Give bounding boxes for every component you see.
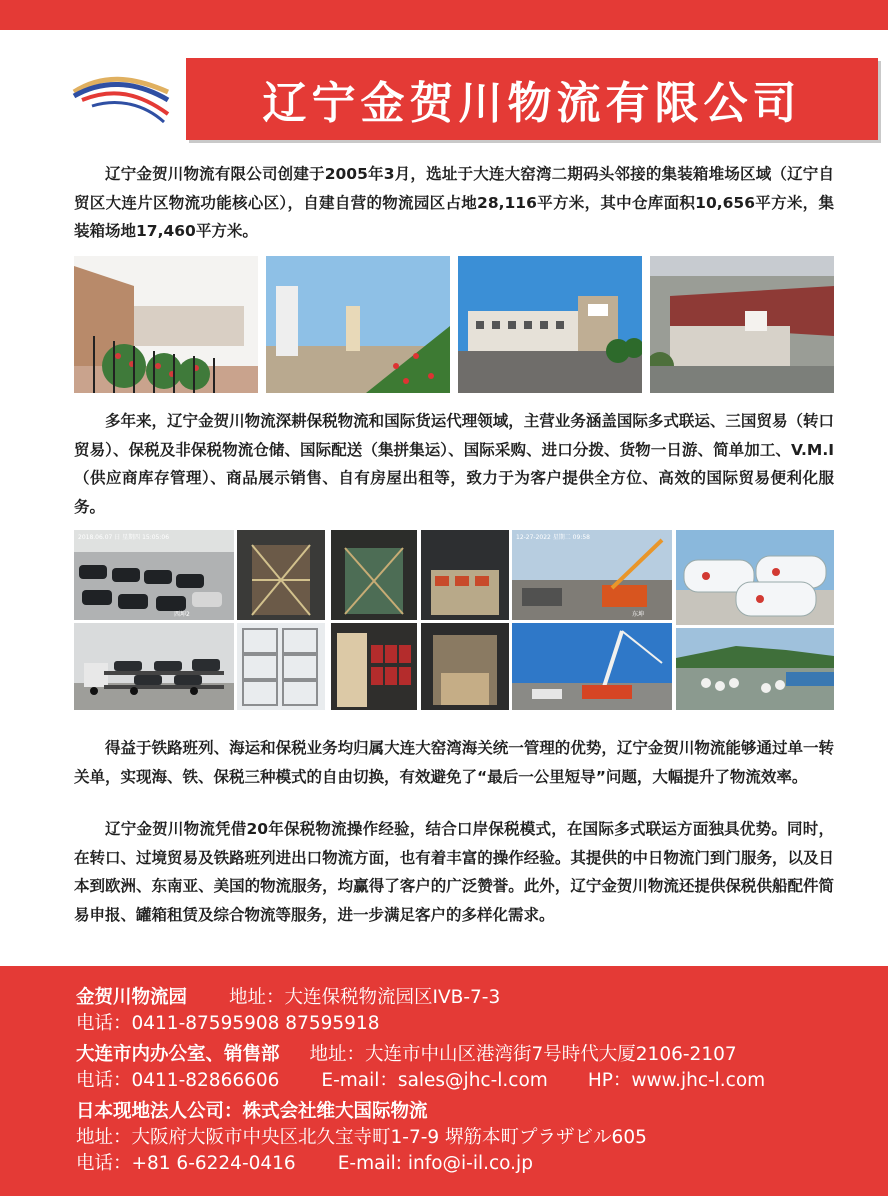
photo-gate-flowers <box>266 256 450 393</box>
japan-name: 日本现地法人公司：株式会社维大国际物流 <box>76 1101 428 1122</box>
photo-port-aerial <box>676 628 834 710</box>
advantage-paragraph: 得益于铁路班列、海运和保税业务均归属大连大窑湾海关统一管理的优势，辽宁金贺川物流能够通过单一转关单，实现海、铁、保税三种模式的自由切换，有效避免了“最后一公里短导”问题，大幅提升了物流效率。 <box>74 739 834 786</box>
photo-warehouse-fence <box>74 256 258 393</box>
photo-mobile-crane <box>512 623 672 710</box>
park-name: 金贺川物流园 <box>76 987 188 1008</box>
company-title-banner <box>186 58 878 140</box>
office-contact-line <box>76 1068 765 1094</box>
experience-paragraph: 辽宁金贺川物流凭借20年保税物流操作经验，结合口岸保税模式，在国际多式联运方面独具优势。同时，在转口、过境贸易及铁路班列进出口物流方面，也有着丰富的操作经验。其提供的中日物流门到门服务，以及日本到欧洲、东南亚、美国的物流服务，均赢得了客户的广泛赞誉。此外，辽宁金贺川物流还提供保税供船配件简易申报、罐箱租赁及综合物流等服务，进一步满足客户的多样化需求。 <box>74 820 834 924</box>
photo-tank-containers <box>676 530 834 625</box>
photo-aerial-warehouse <box>650 256 834 393</box>
office-email[interactable]: E-mail：sales@jhc-l.com <box>321 1070 548 1091</box>
office-address: 地址：大连市中山区港湾街7号時代大厦2106-2107 <box>309 1044 737 1065</box>
photo-car-yard <box>74 530 234 620</box>
wave-logo-icon <box>72 70 172 130</box>
japan-address: 地址：大阪府大阪市中央区北久宝寺町1-7-9 堺筋本町プラザビル605 <box>76 1127 647 1148</box>
park-phone[interactable]: 电话：0411-87595908 87595918 <box>76 1013 380 1034</box>
office-phone[interactable]: 电话：0411-82866606 <box>76 1070 280 1091</box>
photo-metal-racks <box>237 623 325 710</box>
company-title: 辽宁金贺川物流有限公司 <box>262 78 802 129</box>
intro-paragraph: 辽宁金贺川物流有限公司创建于2005年3月，选址于大连大窑湾二期码头邻接的集装箱堆场区域（辽宁自贸区大连片区物流功能核心区），自建自营的物流园区占地28,116平方米，其中仓库面积10,656平方米，集装箱场地17,460平方米。 <box>74 165 834 240</box>
photo-yard-crane <box>512 530 672 620</box>
car-yard-timestamp: 2018.06.07 日 星期四 15:05:06 <box>78 534 170 541</box>
crane-tag: 东坤 <box>632 611 645 618</box>
office-line <box>76 1042 737 1068</box>
photo-container-drums <box>331 623 417 710</box>
photo-car-carrier <box>74 623 234 710</box>
photo-container-loaded <box>421 623 509 710</box>
park-line <box>76 985 500 1011</box>
business-paragraph: 多年来，辽宁金贺川物流深耕保税物流和国际货运代理领域，主营业务涵盖国际多式联运、三国贸易（转口贸易）、保税及非保税物流仓储、国际配送（集拼集运）、国际采购、进口分拨、货物一日游、简单加工、V.M.I（供应商库存管理）、商品展示销售、自有房屋出租等，致力于为客户提供全方位、高效的国际贸易便利化服务。 <box>74 412 834 516</box>
office-name: 大连市内办公室、销售部 <box>76 1044 280 1065</box>
crane-timestamp: 12-27-2022 星期二 09:58 <box>516 534 590 541</box>
top-red-band <box>0 0 888 30</box>
japan-phone[interactable]: 电话：+81 6-6224-0416 <box>76 1153 296 1174</box>
japan-contact-line <box>76 1151 533 1177</box>
japan-email[interactable]: E-mail: info@i-il.co.jp <box>337 1153 533 1174</box>
photo-container-crates <box>237 530 325 620</box>
photo-container-green <box>331 530 417 620</box>
japan-address-line <box>76 1125 647 1151</box>
park-address: 地址：大连保税物流园区IVB-7-3 <box>229 987 501 1008</box>
contact-footer <box>0 966 888 1196</box>
japan-line <box>76 1099 428 1125</box>
park-phone-line <box>76 1011 379 1037</box>
photo-logistics-building <box>458 256 642 393</box>
office-homepage[interactable]: HP：www.jhc-l.com <box>587 1070 766 1091</box>
car-yard-tag: 西坤2 <box>174 611 190 618</box>
photo-container-boxes <box>421 530 509 620</box>
